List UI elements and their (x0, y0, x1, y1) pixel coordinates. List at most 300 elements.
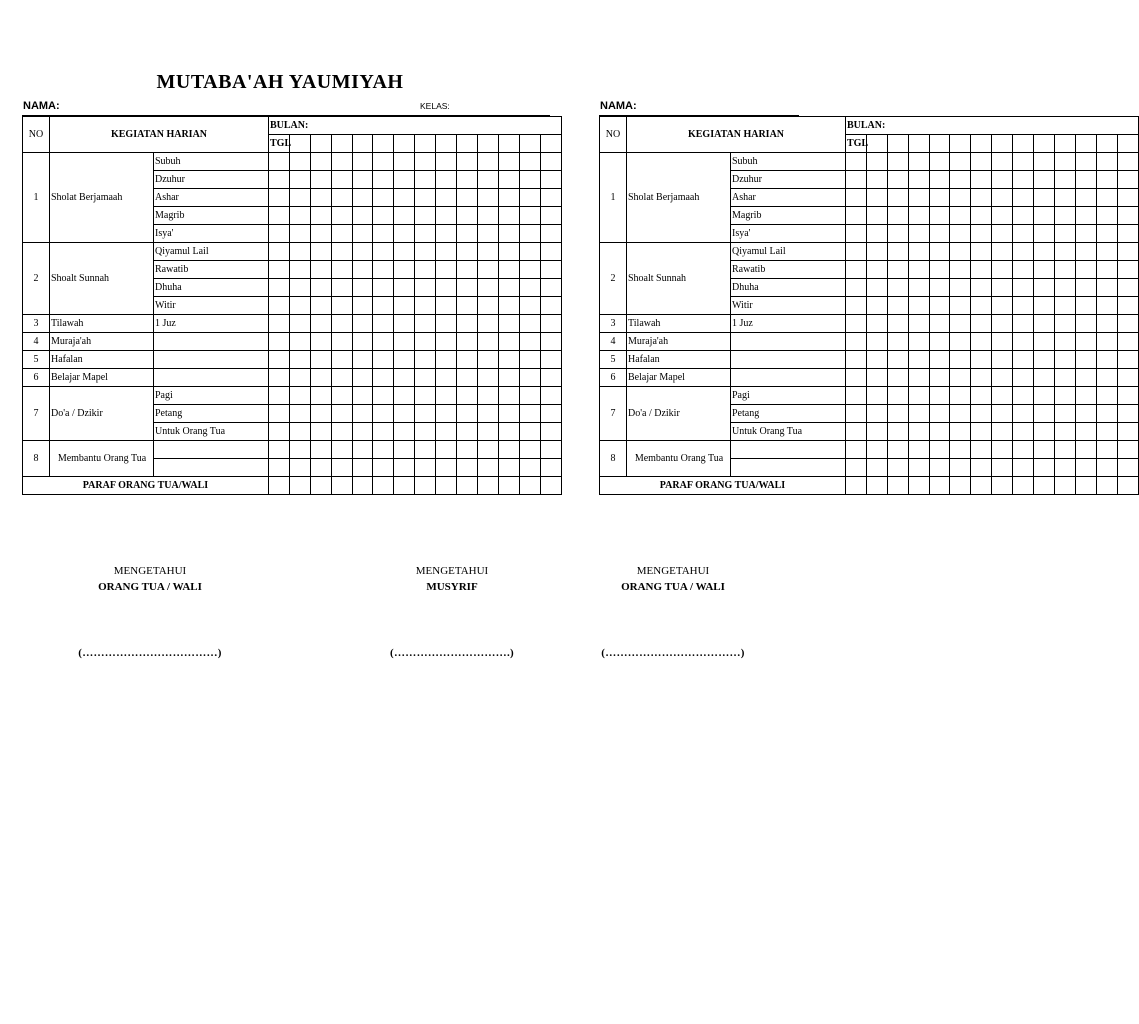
day-cell (457, 315, 478, 333)
sub-activity: Isya' (154, 225, 269, 243)
day-cell (331, 333, 352, 351)
day-cell (929, 171, 950, 189)
signature-line: (………………………….) (390, 647, 514, 659)
day-cell (352, 423, 373, 441)
day-cell (331, 477, 352, 495)
day-cell (540, 459, 561, 477)
day-cell (331, 279, 352, 297)
day-cell (498, 225, 519, 243)
day-cell (415, 459, 436, 477)
day-cell (1054, 477, 1075, 495)
day-cell (269, 261, 290, 279)
day-cell (457, 243, 478, 261)
table-row (23, 387, 562, 405)
sub-activity: Untuk Orang Tua (154, 423, 269, 441)
day-cell (310, 405, 331, 423)
tgl-cell (908, 135, 929, 153)
sub-activity: 1 Juz (154, 315, 269, 333)
day-cell (908, 405, 929, 423)
day-cell (992, 441, 1013, 459)
day-cell (950, 405, 971, 423)
day-cell (971, 315, 992, 333)
day-cell (846, 243, 867, 261)
activity-name: Shoalt Sunnah (50, 243, 154, 315)
day-cell (519, 297, 540, 315)
day-cell (1096, 369, 1117, 387)
day-cell (415, 477, 436, 495)
day-cell (310, 351, 331, 369)
day-cell (1096, 189, 1117, 207)
day-cell (992, 171, 1013, 189)
day-cell (457, 369, 478, 387)
day-cell (971, 189, 992, 207)
day-cell (394, 315, 415, 333)
table-row (600, 333, 1139, 351)
day-cell (519, 369, 540, 387)
sub-activity (154, 459, 269, 477)
signature-label: MENGETAHUI (636, 565, 710, 577)
day-cell (1034, 441, 1055, 459)
day-cell (1013, 423, 1034, 441)
day-cell (477, 333, 498, 351)
day-cell (540, 243, 561, 261)
sub-activity: Subuh (731, 153, 846, 171)
day-cell (457, 423, 478, 441)
day-cell (498, 171, 519, 189)
day-cell (352, 279, 373, 297)
day-cell (887, 369, 908, 387)
day-cell (950, 171, 971, 189)
day-cell (1054, 423, 1075, 441)
day-cell (457, 477, 478, 495)
day-cell (866, 423, 887, 441)
day-cell (373, 477, 394, 495)
signature-block-parent (573, 565, 773, 659)
sub-activity: Qiyamul Lail (731, 243, 846, 261)
day-cell (331, 369, 352, 387)
day-cell (310, 333, 331, 351)
day-cell (373, 207, 394, 225)
day-cell (950, 459, 971, 477)
day-cell (1034, 243, 1055, 261)
activity-name: Tilawah (50, 315, 154, 333)
day-cell (887, 405, 908, 423)
day-cell (1034, 171, 1055, 189)
day-cell (415, 369, 436, 387)
day-cell (866, 351, 887, 369)
day-cell (331, 225, 352, 243)
day-cell (971, 243, 992, 261)
day-cell (887, 225, 908, 243)
day-cell (908, 459, 929, 477)
sub-activity: Rawatib (731, 261, 846, 279)
day-cell (415, 405, 436, 423)
day-cell (436, 387, 457, 405)
day-cell (310, 387, 331, 405)
tgl-cell (415, 135, 436, 153)
day-cell (540, 297, 561, 315)
day-cell (1075, 279, 1096, 297)
day-cell (1054, 351, 1075, 369)
day-cell (352, 369, 373, 387)
day-cell (846, 477, 867, 495)
day-cell (929, 441, 950, 459)
day-cell (498, 423, 519, 441)
day-cell (269, 477, 290, 495)
day-cell (971, 207, 992, 225)
day-cell (457, 171, 478, 189)
day-cell (352, 477, 373, 495)
day-cell (992, 387, 1013, 405)
day-cell (908, 477, 929, 495)
row-number: 1 (23, 153, 50, 243)
activity-name: Do'a / Dzikir (627, 387, 731, 441)
day-cell (415, 279, 436, 297)
day-cell (992, 405, 1013, 423)
day-cell (436, 171, 457, 189)
day-cell (992, 297, 1013, 315)
day-cell (992, 477, 1013, 495)
day-cell (846, 333, 867, 351)
day-cell (352, 189, 373, 207)
day-cell (540, 225, 561, 243)
day-cell (269, 243, 290, 261)
day-cell (929, 477, 950, 495)
row-number: 6 (600, 369, 627, 387)
day-cell (519, 171, 540, 189)
day-cell (269, 171, 290, 189)
day-cell (1054, 279, 1075, 297)
day-cell (498, 405, 519, 423)
day-cell (1034, 405, 1055, 423)
day-cell (394, 279, 415, 297)
table-row (600, 351, 1139, 369)
day-cell (394, 153, 415, 171)
day-cell (1034, 189, 1055, 207)
day-cell (992, 189, 1013, 207)
day-cell (457, 279, 478, 297)
day-cell (519, 225, 540, 243)
day-cell (519, 153, 540, 171)
sub-activity: Dhuha (154, 279, 269, 297)
day-cell (394, 423, 415, 441)
tgl-cell (540, 135, 561, 153)
day-cell (310, 477, 331, 495)
day-cell (373, 243, 394, 261)
day-cell (1096, 297, 1117, 315)
day-cell (436, 405, 457, 423)
day-cell (477, 243, 498, 261)
day-cell (1075, 261, 1096, 279)
day-cell (950, 189, 971, 207)
day-cell (269, 351, 290, 369)
day-cell (457, 333, 478, 351)
day-cell (436, 351, 457, 369)
day-cell (269, 423, 290, 441)
day-cell (1075, 153, 1096, 171)
day-cell (373, 261, 394, 279)
day-cell (457, 225, 478, 243)
day-cell (477, 279, 498, 297)
day-cell (992, 279, 1013, 297)
day-cell (846, 423, 867, 441)
sub-activity: Pagi (154, 387, 269, 405)
day-cell (1013, 279, 1034, 297)
day-cell (971, 225, 992, 243)
day-cell (950, 333, 971, 351)
day-cell (269, 279, 290, 297)
tgl-cell (352, 135, 373, 153)
day-cell (415, 243, 436, 261)
day-cell (846, 225, 867, 243)
day-cell (289, 423, 310, 441)
day-cell (1034, 369, 1055, 387)
day-cell (992, 261, 1013, 279)
day-cell (1034, 387, 1055, 405)
day-cell (310, 207, 331, 225)
day-cell (540, 441, 561, 459)
day-cell (929, 153, 950, 171)
day-cell (1096, 333, 1117, 351)
day-cell (352, 405, 373, 423)
sub-activity: Dhuha (731, 279, 846, 297)
row-number: 7 (23, 387, 50, 441)
day-cell (289, 351, 310, 369)
day-cell (477, 459, 498, 477)
day-cell (373, 369, 394, 387)
day-cell (1054, 297, 1075, 315)
day-cell (1013, 225, 1034, 243)
day-cell (415, 297, 436, 315)
sub-activity (154, 351, 269, 369)
day-cell (415, 315, 436, 333)
day-cell (331, 405, 352, 423)
day-cell (1013, 243, 1034, 261)
sub-activity: Qiyamul Lail (154, 243, 269, 261)
day-cell (1013, 459, 1034, 477)
day-cell (289, 189, 310, 207)
day-cell (269, 153, 290, 171)
day-cell (887, 189, 908, 207)
day-cell (477, 315, 498, 333)
nama-label: NAMA: (23, 100, 60, 112)
day-cell (908, 153, 929, 171)
day-cell (352, 225, 373, 243)
day-cell (498, 189, 519, 207)
day-cell (1054, 261, 1075, 279)
day-cell (540, 369, 561, 387)
day-cell (992, 351, 1013, 369)
tgl-cell (1096, 135, 1117, 153)
day-cell (269, 297, 290, 315)
day-cell (540, 189, 561, 207)
day-cell (373, 279, 394, 297)
sub-activity: Dzuhur (731, 171, 846, 189)
no-header: NO (23, 117, 50, 153)
day-cell (1075, 459, 1096, 477)
day-cell (352, 459, 373, 477)
day-cell (269, 333, 290, 351)
day-cell (394, 243, 415, 261)
day-cell (992, 459, 1013, 477)
day-cell (908, 315, 929, 333)
day-cell (289, 387, 310, 405)
day-cell (457, 459, 478, 477)
tgl-cell (866, 135, 887, 153)
table-row (23, 243, 562, 261)
day-cell (352, 207, 373, 225)
day-cell (394, 459, 415, 477)
activity-name: Hafalan (627, 351, 731, 369)
day-cell (373, 351, 394, 369)
day-cell (887, 477, 908, 495)
day-cell (289, 297, 310, 315)
day-cell (1075, 441, 1096, 459)
day-cell (908, 369, 929, 387)
signature-block-parent (50, 565, 250, 659)
day-cell (352, 153, 373, 171)
day-cell (373, 333, 394, 351)
day-cell (373, 189, 394, 207)
day-cell (477, 441, 498, 459)
day-cell (908, 243, 929, 261)
activity-name: Tilawah (627, 315, 731, 333)
day-cell (352, 315, 373, 333)
row-number: 4 (23, 333, 50, 351)
day-cell (331, 189, 352, 207)
day-cell (929, 315, 950, 333)
day-cell (992, 333, 1013, 351)
day-cell (394, 297, 415, 315)
day-cell (1117, 153, 1138, 171)
day-cell (846, 315, 867, 333)
day-cell (331, 423, 352, 441)
row-number: 2 (600, 243, 627, 315)
table-row (23, 351, 562, 369)
day-cell (1117, 315, 1138, 333)
day-cell (846, 261, 867, 279)
day-cell (415, 333, 436, 351)
day-cell (457, 297, 478, 315)
day-cell (866, 225, 887, 243)
day-cell (477, 405, 498, 423)
day-cell (498, 477, 519, 495)
day-cell (1013, 315, 1034, 333)
day-cell (866, 261, 887, 279)
day-cell (1117, 297, 1138, 315)
sub-activity: Petang (731, 405, 846, 423)
day-cell (846, 369, 867, 387)
day-cell (1013, 207, 1034, 225)
day-cell (1096, 459, 1117, 477)
table-row (600, 441, 1139, 459)
day-cell (415, 387, 436, 405)
day-cell (1054, 405, 1075, 423)
day-cell (1117, 441, 1138, 459)
day-cell (929, 297, 950, 315)
day-cell (1013, 405, 1034, 423)
day-cell (457, 405, 478, 423)
day-cell (1075, 243, 1096, 261)
tgl-cell (477, 135, 498, 153)
day-cell (1013, 171, 1034, 189)
day-cell (373, 387, 394, 405)
day-cell (373, 441, 394, 459)
activity-name: Muraja'ah (50, 333, 154, 351)
day-cell (394, 405, 415, 423)
day-cell (908, 441, 929, 459)
day-cell (436, 369, 457, 387)
day-cell (331, 315, 352, 333)
day-cell (519, 189, 540, 207)
day-cell (331, 441, 352, 459)
day-cell (908, 279, 929, 297)
row-number: 3 (23, 315, 50, 333)
day-cell (866, 477, 887, 495)
day-cell (519, 279, 540, 297)
day-cell (269, 369, 290, 387)
sub-activity: Magrib (731, 207, 846, 225)
day-cell (310, 297, 331, 315)
activity-name: Membantu Orang Tua (627, 441, 731, 477)
day-cell (950, 207, 971, 225)
day-cell (394, 225, 415, 243)
day-cell (394, 207, 415, 225)
sub-activity (731, 369, 846, 387)
row-number: 8 (23, 441, 50, 477)
day-cell (1013, 387, 1034, 405)
day-cell (519, 261, 540, 279)
day-cell (1075, 315, 1096, 333)
day-cell (887, 207, 908, 225)
day-cell (289, 315, 310, 333)
day-cell (950, 225, 971, 243)
day-cell (846, 405, 867, 423)
day-cell (992, 153, 1013, 171)
day-cell (1013, 333, 1034, 351)
sub-activity: Rawatib (154, 261, 269, 279)
day-cell (866, 189, 887, 207)
day-cell (477, 153, 498, 171)
day-cell (929, 279, 950, 297)
day-cell (992, 423, 1013, 441)
day-cell (866, 315, 887, 333)
day-cell (1117, 387, 1138, 405)
day-cell (1096, 207, 1117, 225)
day-cell (436, 261, 457, 279)
day-cell (908, 261, 929, 279)
day-cell (887, 261, 908, 279)
day-cell (1117, 225, 1138, 243)
day-cell (866, 297, 887, 315)
day-cell (415, 351, 436, 369)
page-title: MUTABA'AH YAUMIYAH (156, 71, 404, 93)
day-cell (1034, 261, 1055, 279)
row-number: 6 (23, 369, 50, 387)
day-cell (519, 351, 540, 369)
day-cell (498, 315, 519, 333)
tgl-cell (1013, 135, 1034, 153)
sub-activity (731, 351, 846, 369)
day-cell (436, 207, 457, 225)
day-cell (866, 171, 887, 189)
row-number: 7 (600, 387, 627, 441)
day-cell (929, 459, 950, 477)
day-cell (498, 153, 519, 171)
day-cell (1096, 261, 1117, 279)
tgl-cell (992, 135, 1013, 153)
day-cell (1054, 225, 1075, 243)
